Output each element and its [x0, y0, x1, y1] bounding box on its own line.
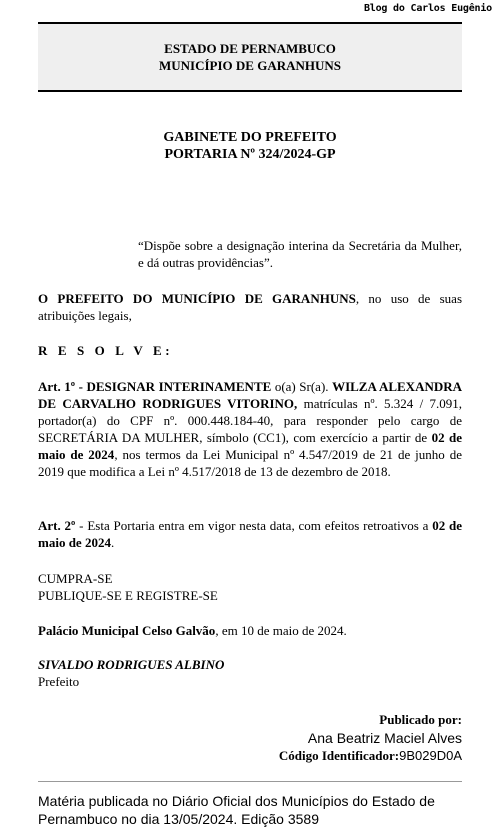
article-1-appointee: WILZA ALEXANDRA DE CARVALHO RODRIGUES VITORINO,: [38, 379, 463, 411]
blog-watermark: Blog do Carlos Eugênio: [363, 3, 492, 14]
article-1-lead: Art. 1º - DESIGNAR INTERINAMENTE: [38, 379, 272, 394]
article-1-text-b: matrículas nº. 5.324 / 7.091, portador(a) do CPF nº. 000.448.184-40, para responder pelo cargo de SECRETÁRIA DA MULHER, símbolo (CC1), com exercício a partir de: [38, 396, 462, 445]
article-2-text-a: - Esta Portaria entra em vigor nesta data, com efeitos retroativos a: [75, 518, 433, 533]
header-municipality: MUNICÍPIO DE GARANHUNS: [158, 58, 341, 73]
publication-info: [38, 711, 462, 765]
article-1-text-c: , nos termos da Lei Municipal nº 4.547/2019 de 21 de junho de 2019 que modifica a Lei nº 4.517/2018 de 13 de dezembro de 2018.: [38, 447, 462, 479]
article-2: [38, 517, 462, 551]
closing-line-2: PUBLIQUE-SE E REGISTRE-SE: [38, 588, 218, 603]
preamble-mayor: O PREFEITO DO MUNICÍPIO DE GARANHUNS: [38, 291, 356, 306]
article-2-text-b: .: [110, 535, 115, 550]
title-office: GABINETE DO PREFEITO: [163, 130, 337, 145]
document-title: [38, 129, 462, 163]
closing-formula: [38, 570, 462, 604]
signatory-name: SIVALDO RODRIGUES ALBINO: [38, 657, 225, 672]
footer-divider: [38, 781, 462, 782]
publication-label: Publicado por:: [379, 712, 462, 727]
article-2-lead: Art. 2º: [38, 518, 76, 533]
preamble-text: , no uso de suas atribuições legais,: [38, 291, 463, 323]
palace-date: , em 10 de maio de 2024.: [215, 623, 347, 638]
identifier-label: Código Identificador:: [278, 748, 400, 763]
signature-block: [38, 656, 462, 690]
ementa: “Dispõe sobre a designação interina da Secretária da Mulher, e dá outras providências”.: [138, 238, 462, 270]
article-1-date: 02 de maio de 2024: [38, 430, 463, 462]
article-1: [38, 378, 462, 480]
publisher-name: Ana Beatriz Maciel Alves: [307, 730, 462, 746]
footer-note: Matéria publicada no Diário Oficial dos Municípios do Estado de Pernambuco no dia 13/05/2024. Edição 3589: [38, 793, 435, 827]
article-2-date: 02 de maio de 2024: [38, 518, 463, 550]
palace-dateline: [38, 622, 462, 639]
identifier-line: [38, 747, 462, 765]
document-header: [38, 22, 462, 92]
article-1-text-a: o(a) Sr(a).: [271, 379, 333, 394]
header-state: ESTADO DE PERNAMBUCO: [164, 41, 336, 56]
closing-line-1: CUMPRA-SE: [38, 571, 113, 586]
preamble: [38, 290, 462, 324]
signatory-role: Prefeito: [38, 674, 80, 689]
identifier-code: 9B029D0A: [399, 748, 462, 763]
title-ordinance: PORTARIA Nº 324/2024-GP: [164, 147, 336, 162]
palace-name: Palácio Municipal Celso Galvão: [38, 623, 216, 638]
resolve-heading: R E S O L V E:: [38, 343, 174, 358]
